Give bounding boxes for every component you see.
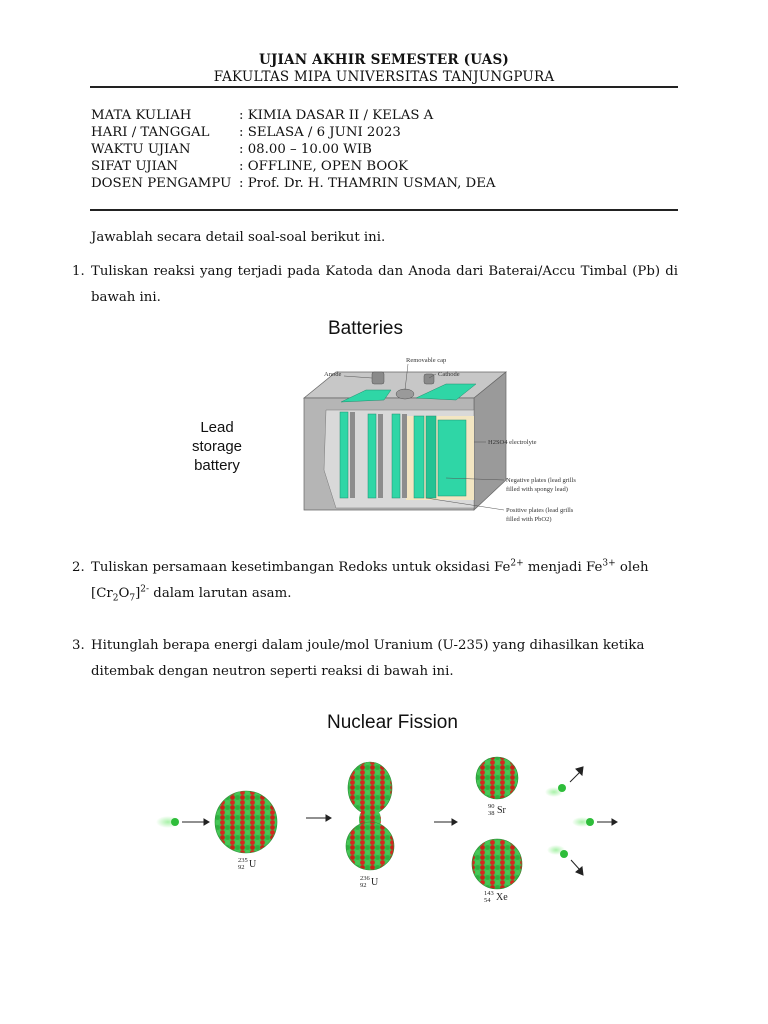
arrow-icon bbox=[182, 819, 209, 825]
u236-lobe-bottom bbox=[346, 822, 394, 870]
info-key: DOSEN PENGAMPU bbox=[91, 176, 232, 191]
neutron bbox=[560, 850, 568, 858]
plate-front bbox=[438, 420, 466, 496]
question-text: $[Cr_2O_7]^{2-}$ dalam larutan asam. bbox=[91, 584, 292, 604]
info-value: : KIMIA DASAR II / KELAS A bbox=[239, 108, 434, 123]
electrolyte-label: H2SO4 electrolyte bbox=[488, 439, 537, 446]
question-text: Tuliskan reaksi yang terjadi pada Katoda dan Anoda dari Baterai/Accu Timbal (Pb) di bbox=[91, 264, 678, 279]
plate bbox=[340, 412, 348, 498]
plate bbox=[392, 414, 400, 498]
cathode-terminal bbox=[424, 374, 434, 384]
arrow-icon bbox=[571, 860, 583, 875]
info-value: : OFFLINE, OPEN BOOK bbox=[239, 159, 409, 174]
plate bbox=[426, 416, 436, 498]
separator bbox=[402, 414, 407, 498]
u236-z: 92 bbox=[360, 882, 367, 889]
arrow-icon bbox=[570, 767, 583, 782]
info-value: : 08.00 – 10.00 WIB bbox=[239, 142, 372, 157]
battery-figure-title: Batteries bbox=[328, 318, 403, 339]
sr90-symbol: Sr bbox=[497, 805, 506, 816]
exam-title: UJIAN AKHIR SEMESTER (UAS) bbox=[258, 52, 510, 68]
label-line: Lead bbox=[200, 419, 234, 436]
question-2 bbox=[72, 555, 678, 607]
negative-plates-label: Negative plates (lead grills bbox=[506, 477, 576, 484]
header-rule-top bbox=[90, 86, 678, 88]
u236-mass: 236 bbox=[360, 875, 370, 882]
info-key: SIFAT UJIAN bbox=[91, 159, 179, 174]
question-number: 1. bbox=[72, 264, 85, 279]
question-text: bawah ini. bbox=[91, 290, 161, 305]
battery-diagram bbox=[296, 350, 616, 530]
separator bbox=[350, 412, 355, 498]
u236-symbol: U bbox=[371, 877, 379, 888]
negative-plates-label-2: filled with spongy lead) bbox=[506, 486, 568, 493]
positive-plates-label: Positive plates (lead grills bbox=[506, 507, 574, 514]
sr90-z: 38 bbox=[488, 810, 495, 817]
anode-label: Anode bbox=[324, 371, 342, 378]
info-key: HARI / TANGGAL bbox=[91, 125, 210, 140]
arrow-icon bbox=[306, 815, 331, 821]
neutron bbox=[171, 818, 179, 826]
xe143-nucleus bbox=[472, 839, 522, 889]
info-value: : Prof. Dr. H. THAMRIN USMAN, DEA bbox=[239, 176, 496, 191]
question-text: Hitunglah berapa energi dalam joule/mol Uranium (U-235) yang dihasilkan ketika bbox=[91, 638, 645, 653]
label-line: battery bbox=[194, 457, 240, 474]
removable-cap bbox=[396, 389, 414, 399]
u235-symbol: U bbox=[249, 859, 257, 870]
info-value: : SELASA / 6 JUNI 2023 bbox=[239, 125, 401, 140]
lead-storage-label bbox=[184, 418, 250, 475]
question-text: ditembak dengan neutron seperti reaksi di bawah ini. bbox=[91, 664, 454, 679]
xe143-mass: 143 bbox=[484, 890, 494, 897]
xe143-z: 54 bbox=[484, 897, 491, 904]
info-key: MATA KULIAH bbox=[91, 108, 192, 123]
info-row-course bbox=[91, 107, 496, 124]
info-row-time bbox=[91, 141, 496, 158]
xe143-symbol: Xe bbox=[496, 892, 508, 903]
u235-z: 92 bbox=[238, 864, 245, 871]
instruction-text: Jawablah secara detail soal-soal berikut ini. bbox=[91, 230, 386, 245]
separator bbox=[378, 414, 383, 498]
info-row-date bbox=[91, 124, 496, 141]
plate bbox=[414, 416, 424, 498]
arrow-icon bbox=[597, 819, 617, 825]
sr90-nucleus bbox=[476, 757, 518, 799]
question-number: 3. bbox=[72, 638, 85, 653]
question-number: 2. bbox=[72, 560, 85, 575]
arrow-icon bbox=[434, 819, 457, 825]
cathode-label: Cathode bbox=[438, 371, 460, 378]
question-3 bbox=[72, 633, 678, 685]
removable-cap-label: Removable cap bbox=[406, 357, 447, 364]
info-row-nature bbox=[91, 158, 496, 175]
question-1 bbox=[72, 259, 678, 311]
anode-terminal bbox=[372, 372, 384, 384]
faculty-name: FAKULTAS MIPA UNIVERSITAS TANJUNGPURA bbox=[213, 69, 555, 85]
exam-info bbox=[91, 107, 496, 192]
sr90-mass: 90 bbox=[488, 803, 495, 810]
info-key: WAKTU UJIAN bbox=[91, 142, 191, 157]
neutron bbox=[586, 818, 594, 826]
header-rule-bottom bbox=[90, 209, 678, 211]
fission-figure-title: Nuclear Fission bbox=[327, 712, 458, 733]
question-text: Tuliskan persamaan kesetimbangan Redoks untuk oksidasi $Fe^{2+}$ menjadi $Fe^{3+}$ oleh bbox=[91, 558, 649, 575]
label-line: storage bbox=[191, 438, 243, 455]
plate bbox=[368, 414, 376, 498]
fission-diagram bbox=[150, 750, 630, 910]
positive-plates-label-2: filled with PbO2) bbox=[506, 516, 552, 523]
info-row-lecturer bbox=[91, 175, 496, 192]
u235-nucleus bbox=[215, 791, 277, 853]
neutron bbox=[558, 784, 566, 792]
u235-mass: 235 bbox=[238, 857, 248, 864]
